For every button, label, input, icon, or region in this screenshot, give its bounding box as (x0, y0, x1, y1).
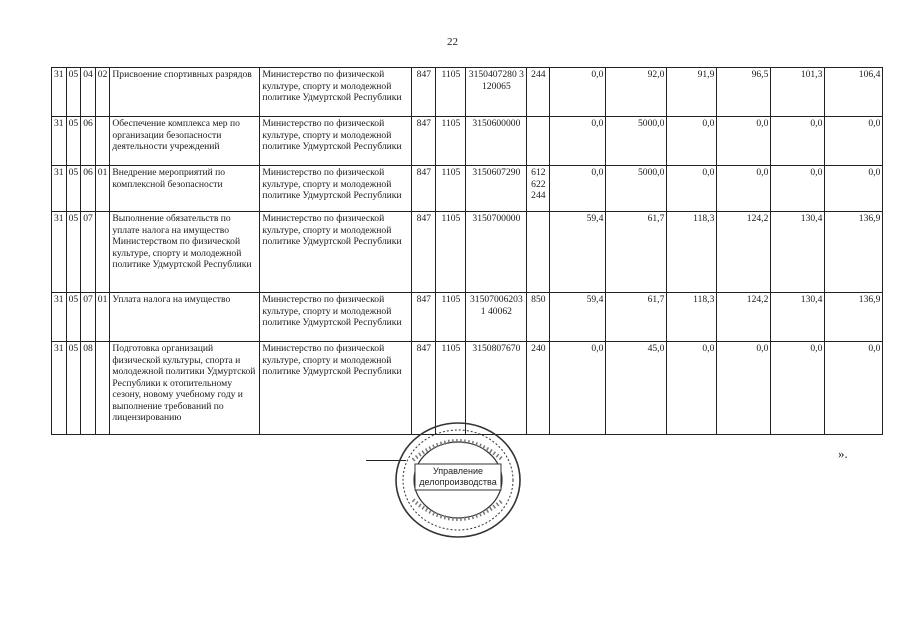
value-cell: 106,4 (825, 68, 883, 117)
budget-table (51, 67, 883, 435)
stamp-label (415, 466, 501, 488)
om-cell: 06 (81, 166, 96, 212)
m-cell: 01 (95, 293, 110, 342)
value-cell: 0,0 (771, 342, 825, 435)
table-row (52, 166, 883, 212)
executor-cell: Министерство по физической культуре, спорту и молодежной политике Удмуртской Республики (260, 342, 412, 435)
m-cell (95, 212, 110, 293)
vr-cell (527, 212, 550, 293)
table-row (52, 68, 883, 117)
executor-cell: Министерство по физической культуре, спорту и молодежной политике Удмуртской Республики (260, 166, 412, 212)
csr-cell: 3150807670 (466, 342, 527, 435)
value-cell: 136,9 (825, 212, 883, 293)
value-cell: 0,0 (550, 117, 606, 166)
m-cell: 02 (95, 68, 110, 117)
rzpr-cell: 1105 (436, 68, 466, 117)
closing-quote: ». (838, 446, 848, 461)
name-cell: Присвоение спортивных разрядов (110, 68, 260, 117)
value-cell: 136,9 (825, 293, 883, 342)
value-cell: 61,7 (606, 212, 667, 293)
pp-cell: 05 (66, 166, 81, 212)
table-row (52, 293, 883, 342)
vr-cell: 850 (527, 293, 550, 342)
rzpr-cell: 1105 (436, 212, 466, 293)
csr-cell: 3150600000 (466, 117, 527, 166)
value-cell: 92,0 (606, 68, 667, 117)
rzpr-cell: 1105 (436, 342, 466, 435)
m-cell (95, 342, 110, 435)
om-cell: 04 (81, 68, 96, 117)
grbs-cell: 847 (412, 293, 436, 342)
gp-cell: 31 (52, 117, 67, 166)
om-cell: 06 (81, 117, 96, 166)
rzpr-cell: 1105 (436, 166, 466, 212)
value-cell: 0,0 (825, 166, 883, 212)
csr-cell: 315070062031 40062 (466, 293, 527, 342)
value-cell: 0,0 (717, 166, 771, 212)
executor-cell: Министерство по физической культуре, спорту и молодежной политике Удмуртской Республики (260, 293, 412, 342)
grbs-cell: 847 (412, 212, 436, 293)
grbs-cell: 847 (412, 117, 436, 166)
value-cell: 118,3 (667, 293, 717, 342)
gp-cell: 31 (52, 342, 67, 435)
grbs-cell: 847 (412, 68, 436, 117)
executor-cell: Министерство по физической культуре, спорту и молодежной политике Удмуртской Республики (260, 212, 412, 293)
vr-cell: 240 (527, 342, 550, 435)
grbs-cell: 847 (412, 342, 436, 435)
pp-cell: 05 (66, 293, 81, 342)
table-row (52, 117, 883, 166)
value-cell: 0,0 (717, 342, 771, 435)
name-cell: Подготовка организаций физической культуры, спорта и молодежной политики Удмуртской Республики к отопительному сезону, новому учебному году и выполнение требований по лицензированию (110, 342, 260, 435)
value-cell: 5000,0 (606, 166, 667, 212)
csr-cell: 3150700000 (466, 212, 527, 293)
value-cell: 0,0 (717, 117, 771, 166)
csr-cell: 3150607290 (466, 166, 527, 212)
value-cell: 0,0 (550, 166, 606, 212)
csr-cell: 3150407280 3120065 (466, 68, 527, 117)
page-number: 22 (447, 36, 458, 48)
name-cell: Обеспечение комплекса мер по организации безопасности деятельности учреждений (110, 117, 260, 166)
value-cell: 91,9 (667, 68, 717, 117)
gp-cell: 31 (52, 166, 67, 212)
table-row (52, 212, 883, 293)
gp-cell: 31 (52, 212, 67, 293)
grbs-cell: 847 (412, 166, 436, 212)
name-cell: Уплата налога на имущество (110, 293, 260, 342)
vr-cell: 612 622 244 (527, 166, 550, 212)
value-cell: 118,3 (667, 212, 717, 293)
om-cell: 07 (81, 212, 96, 293)
vr-cell: 244 (527, 68, 550, 117)
value-cell: 0,0 (825, 117, 883, 166)
value-cell: 0,0 (667, 166, 717, 212)
gp-cell: 31 (52, 68, 67, 117)
om-cell: 08 (81, 342, 96, 435)
value-cell: 124,2 (717, 212, 771, 293)
pp-cell: 05 (66, 117, 81, 166)
executor-cell: Министерство по физической культуре, спорту и молодежной политике Удмуртской Республики (260, 117, 412, 166)
name-cell: Выполнение обязательств по уплате налога на имущество Министерством по физической культуре, спорту и молодежной политике Удмуртской Республики (110, 212, 260, 293)
value-cell: 130,4 (771, 212, 825, 293)
executor-cell: Министерство по физической культуре, спорту и молодежной политике Удмуртской Республики (260, 68, 412, 117)
rzpr-cell: 1105 (436, 117, 466, 166)
value-cell: 45,0 (606, 342, 667, 435)
name-cell: Внедрение мероприятий по комплексной безопасности (110, 166, 260, 212)
rzpr-cell: 1105 (436, 293, 466, 342)
value-cell: 0,0 (771, 166, 825, 212)
value-cell: 0,0 (667, 342, 717, 435)
value-cell: 59,4 (550, 212, 606, 293)
value-cell: 130,4 (771, 293, 825, 342)
vr-cell (527, 117, 550, 166)
stamp-line: Управление (432, 466, 484, 476)
gp-cell: 31 (52, 293, 67, 342)
value-cell: 59,4 (550, 293, 606, 342)
pp-cell: 05 (66, 212, 81, 293)
stamp-line: делопроизводства (419, 477, 497, 487)
m-cell (95, 117, 110, 166)
value-cell: 96,5 (717, 68, 771, 117)
value-cell: 0,0 (550, 68, 606, 117)
pp-cell: 05 (66, 68, 81, 117)
value-cell: 124,2 (717, 293, 771, 342)
value-cell: 0,0 (667, 117, 717, 166)
value-cell: 0,0 (825, 342, 883, 435)
value-cell: 0,0 (771, 117, 825, 166)
pp-cell: 05 (66, 342, 81, 435)
value-cell: 0,0 (550, 342, 606, 435)
m-cell: 01 (95, 166, 110, 212)
value-cell: 101,3 (771, 68, 825, 117)
value-cell: 61,7 (606, 293, 667, 342)
om-cell: 07 (81, 293, 96, 342)
value-cell: 5000,0 (606, 117, 667, 166)
